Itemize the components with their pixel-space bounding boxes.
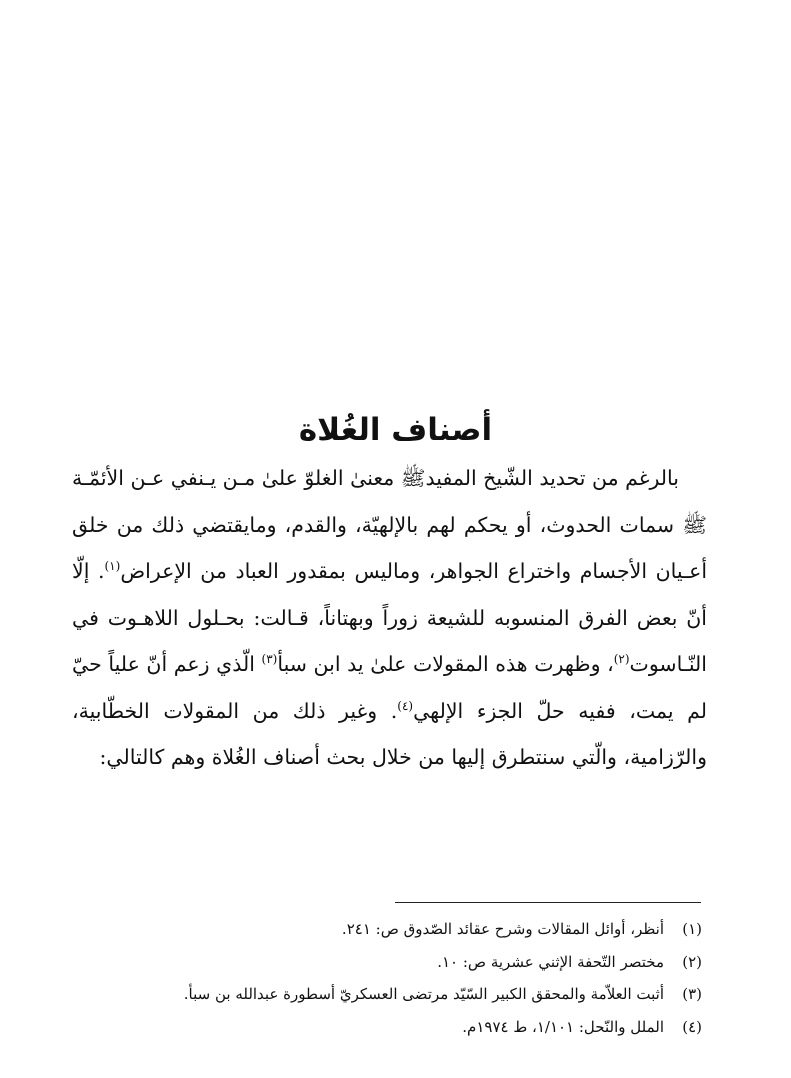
footnote-ref-1[interactable]: (١) [104,559,121,574]
footnote-number: (٣) [682,985,702,1003]
footnote-item [60,978,702,1011]
footnote-item [60,913,702,946]
footnote-number: (٤) [682,1017,702,1036]
paragraph-text-part-2: . إلّا أنّ بعض الفرق المنسوبه للشيعة زوراً وبهتاناً، قـالت: بحـلول اللاهـوت في النّـاسوت [72,559,707,676]
paragraph-text-part-1: بالرغم من تحديد الشّيخ المفيدﷺ معنىٰ الغلوّ علىٰ مـن يـنفي عـن الأئمّـة ﷺ سمات الحدوث، أو يحكم لهم بالإلهيّة، والقدم، ومايقتضي ذلك من خلق أعـيان الأجسام واختراع الجواهر، وماليس بمقدور العباد من الإعراض [71,466,708,583]
footnote-number: (٢) [682,952,702,971]
footnote-ref-3[interactable]: (٣) [261,652,278,667]
footnote-text: أثبت العلاّمة والمحقق الكبير السّيّد مرتضى العسكريّ أسطورة عبدالله بن سبأ. [183,985,664,1003]
page-title: أصناف الغُلاة [298,411,493,448]
footnote-separator [395,902,701,903]
body-paragraph [72,455,707,781]
footnote-text: الملل والنّحل: ١/١٠١، ط ١٩٧٤م. [462,1017,664,1036]
footnote-number: (١) [682,920,702,938]
footnote-text: أنظر، أوائل المقالات وشرح عقائد الصّدوق ص: ٢٤١. [341,920,664,938]
paragraph-text-part-4: الّذي زعم أنّ علياً حيّ لم يمت، ففيه حلّ الجزء الإلهي [72,652,707,723]
footnote-text: مختصر التّحفة الإثني عشرية ص: ١٠. [437,952,664,971]
main-text [72,455,707,781]
footnotes-list [60,913,702,1043]
paragraph-text-part-3: ، وظهرت هذه المقولات علىٰ يد ابن سبأ [277,652,614,676]
footnote-item [60,946,702,979]
paragraph-text-part-5: . وغير ذلك من المقولات الخطّابية، والرّزامية، والّتي سنتطرق إليها من خلال بحث أصناف الغُلاة وهم كالتالي: [72,698,707,769]
footnote-ref-2[interactable]: (٢) [613,652,630,667]
footnote-item [60,1011,702,1044]
footnote-ref-4[interactable]: (٤) [397,698,414,713]
